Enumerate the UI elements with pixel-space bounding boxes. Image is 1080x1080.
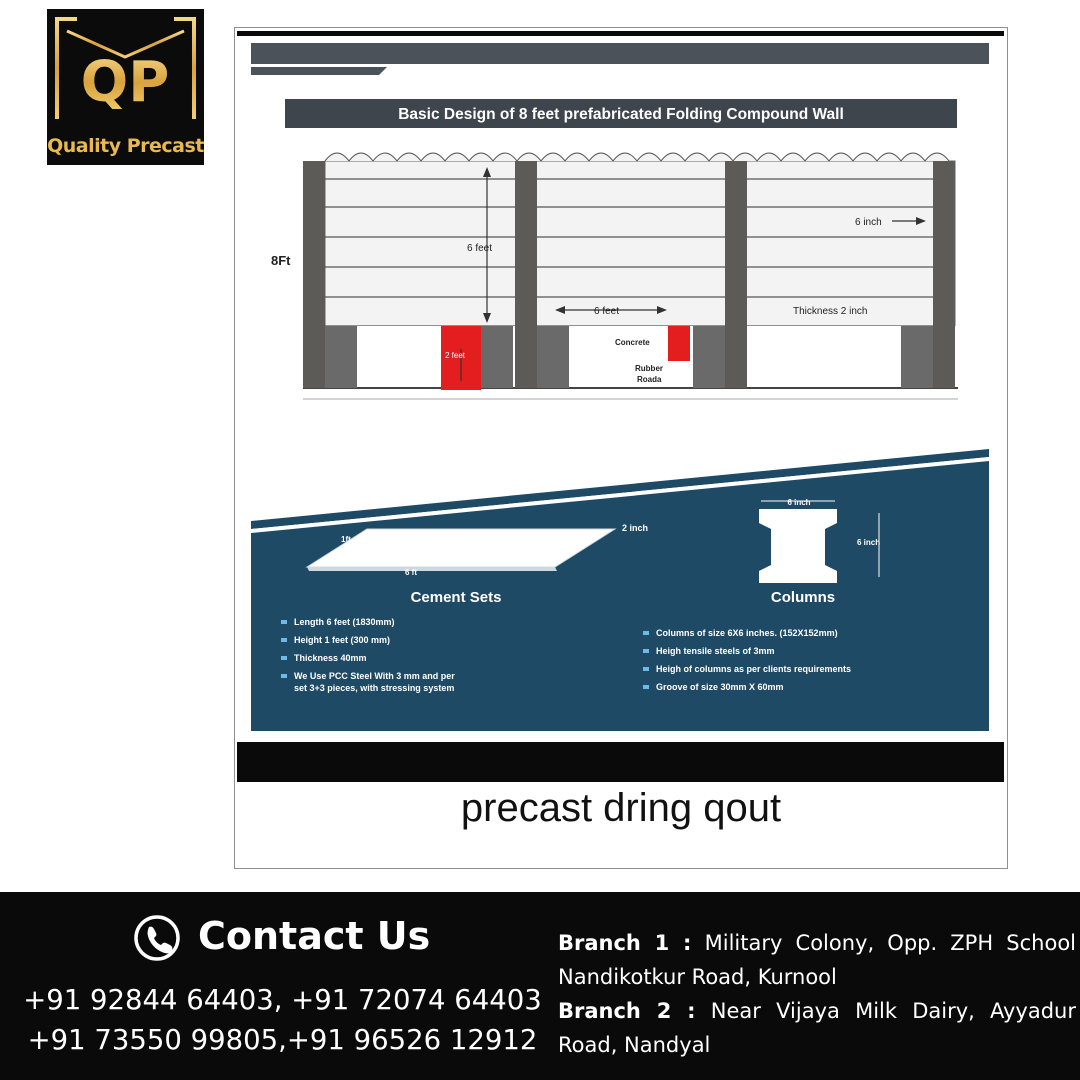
- roada-label: Roada: [637, 375, 662, 384]
- branch-2-line-2: Road, Nandyal: [558, 1033, 711, 1057]
- column-width-label: 6 inch: [855, 217, 882, 228]
- qp-monogram-icon: [47, 9, 204, 129]
- branch-addresses: [558, 926, 1076, 1062]
- contact-title: Contact Us: [198, 914, 431, 958]
- cement-spec: Height 1 feet (300 mm): [294, 635, 391, 645]
- branch-1-line-2: Nandikotkur Road, Kurnool: [558, 965, 837, 989]
- brand-name: Quality Precast: [47, 135, 204, 157]
- concrete-label: Concrete: [615, 338, 650, 347]
- product-caption[interactable]: precast dring qout: [460, 786, 782, 830]
- phone-line[interactable]: +91 73550 99805,+91 96526 12912: [27, 1024, 538, 1056]
- wall-panels: [325, 153, 955, 326]
- brand-monogram: QP: [80, 50, 170, 115]
- thickness-label: Thickness 2 inch: [793, 306, 868, 317]
- panel-height-label: 6 feet: [467, 243, 493, 254]
- column-spec: Groove of size 30mm X 60mm: [656, 682, 784, 692]
- phone-line[interactable]: +91 92844 64403, +91 72074 64403: [23, 984, 542, 1016]
- diagram-title: Basic Design of 8 feet prefabricated Folding Compound Wall: [398, 106, 844, 123]
- cement-spec: Thickness 40mm: [294, 653, 367, 663]
- product-image[interactable]: [237, 31, 1004, 782]
- cement-spec: We Use PCC Steel With 3 mm and per: [294, 671, 455, 681]
- column-spec: Heigh tensile steels of 3mm: [656, 646, 775, 656]
- branch-2-line-1: [558, 994, 1076, 1028]
- plate-width-label: 1ft: [341, 535, 351, 544]
- phone-numbers[interactable]: [10, 980, 555, 1060]
- rubber-label: Rubber: [635, 364, 663, 373]
- contact-footer: [0, 892, 1080, 1080]
- brand-logo: [47, 9, 204, 165]
- panel-width-label: 6 feet: [594, 306, 620, 317]
- branch-1-address: Military Colony, Opp. ZPH School: [704, 931, 1076, 955]
- cement-spec: set 3+3 pieces, with stressing system: [294, 683, 455, 693]
- concrete-block: [668, 326, 690, 361]
- cement-spec: Length 6 feet (1830mm): [294, 617, 395, 627]
- column-spec: Heigh of columns as per clients requirements: [656, 664, 852, 674]
- branch-2-label: Branch 2 :: [558, 999, 696, 1023]
- branch-1-label: Branch 1 :: [558, 931, 692, 955]
- compound-wall-diagram: [237, 31, 1004, 782]
- column-side-label: 6 inch: [857, 538, 881, 547]
- columns-title: Columns: [770, 589, 836, 606]
- footing-label: 2 feet: [445, 351, 466, 360]
- cement-sets-title: Cement Sets: [410, 589, 502, 606]
- branch-2-address: Near Vijaya Milk Dairy, Ayyadur: [710, 999, 1076, 1023]
- plate-thickness-label: 2 inch: [622, 523, 649, 533]
- column-spec: Columns of size 6X6 inches. (152X152mm): [656, 628, 838, 638]
- column-top-label: 6 inch: [787, 498, 811, 507]
- phone-icon: [133, 914, 181, 962]
- branch-1-line-1: [558, 926, 1076, 960]
- height-label: 8Ft: [271, 253, 291, 268]
- plate-length-label: 6 ft: [405, 568, 417, 577]
